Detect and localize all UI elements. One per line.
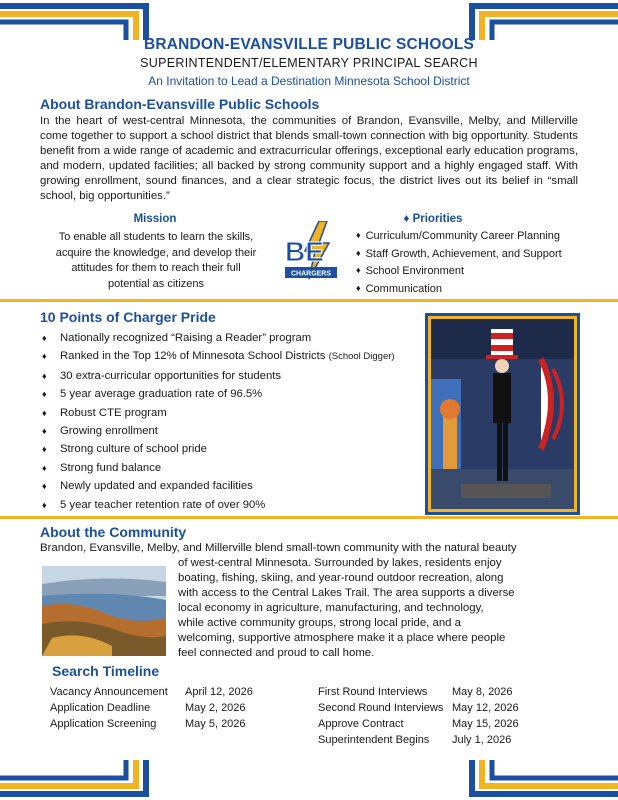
about-schools-body: In the heart of west-central Minnesota, the communities of Brandon, Evansville, Melby, and Millerville come together to support a school district that blends small-town connection with big opportunity. Students benefit from a wide range of academic and extracurricular offerings, exceptional early education programs, and modern, updated facilities; all backed by strong community support and a highly engaged staff. With growing enrollment, sound finances, and a clear strategic focus, the district lives out its belief in “small school, big opportunities.” bbox=[40, 115, 578, 202]
priority-item: ♦ Staff Growth, Achievement, and Support bbox=[356, 246, 562, 264]
lake-photo bbox=[42, 566, 166, 656]
document-subtitle: SUPERINTENDENT/ELEMENTARY PRINCIPAL SEARCH bbox=[140, 56, 478, 70]
timeline-row: First Round Interviews May 8, 2026 bbox=[318, 686, 513, 698]
priority-item: ♦ Curriculum/Community Career Planning bbox=[356, 228, 562, 246]
timeline-row: Approve Contract May 15, 2026 bbox=[318, 718, 519, 730]
pride-item: ♦ Strong culture of school pride bbox=[38, 440, 395, 458]
timeline-row: Second Round Interviews May 12, 2026 bbox=[318, 702, 519, 714]
pride-item: ♦ Robust CTE program bbox=[38, 404, 395, 422]
community-heading: About the Community bbox=[40, 524, 187, 540]
community-body: of west-central Minnesota. Surrounded by lakes, residents enjoy boating, fishing, skiing, and year-round outdoor recreation, along with access to the Central Lakes Trail. The area supports a diverse local economy in agriculture, manufacturing, and technology, while active community groups, strong local pride, and a welcoming, supportive atmosphere make it a place where people feel connected and proud to call home. bbox=[178, 557, 515, 659]
priority-item: ♦ School Environment bbox=[356, 263, 562, 281]
timeline-heading: Search Timeline bbox=[52, 663, 160, 679]
priorities-list bbox=[356, 228, 562, 298]
pride-heading: 10 Points of Charger Pride bbox=[40, 309, 216, 325]
pride-list bbox=[38, 329, 395, 514]
timeline-right-table bbox=[318, 684, 519, 748]
pride-item: ♦ Newly updated and expanded facilities bbox=[38, 477, 395, 495]
priorities-heading: ♦ Priorities bbox=[403, 213, 463, 225]
logo-letters: BE bbox=[285, 236, 324, 267]
section-divider bbox=[0, 299, 618, 302]
timeline-row: Vacancy Announcement April 12, 2026 bbox=[50, 686, 253, 698]
pride-item: ♦ Strong fund balance bbox=[38, 459, 395, 477]
document-tagline: An Invitation to Lead a Destination Minnesota School District bbox=[148, 74, 470, 88]
mission-body: To enable all students to learn the skills, acquire the knowledge, and develop their attitudes for them to reach their full potential as citizens bbox=[55, 231, 257, 290]
pride-item: ♦ Ranked in the Top 12% of Minnesota School Districts (School Digger) bbox=[38, 347, 395, 366]
logo-word: CHARGERS bbox=[290, 270, 332, 278]
pride-item: ♦ 30 extra-curricular opportunities for students bbox=[38, 367, 395, 385]
pride-item: ♦ 5 year teacher retention rate of over 90% bbox=[38, 496, 395, 514]
pride-item: ♦ 5 year average graduation rate of 96.5% bbox=[38, 385, 395, 403]
section-divider bbox=[0, 516, 618, 519]
about-schools-heading: About Brandon-Evansville Public Schools bbox=[40, 96, 320, 112]
priority-item: ♦ Communication bbox=[356, 281, 562, 299]
community-body-line: Brandon, Evansville, Melby, and Millerville blend small-town community with the natural beauty bbox=[40, 542, 517, 554]
cat-in-the-hat-photo bbox=[428, 316, 577, 512]
timeline-row: Application Screening May 5, 2026 bbox=[50, 718, 246, 730]
timeline-row: Superintendent Begins July 1, 2026 bbox=[318, 734, 512, 746]
timeline-left-table bbox=[50, 684, 253, 732]
mission-heading: Mission bbox=[133, 213, 177, 225]
chargers-logo bbox=[281, 221, 349, 285]
bottom-right-corner-frame bbox=[468, 740, 618, 800]
pride-item: ♦ Nationally recognized “Raising a Reader” program bbox=[38, 329, 395, 347]
pride-item: ♦ Growing enrollment bbox=[38, 422, 395, 440]
bottom-left-corner-frame bbox=[0, 740, 150, 800]
document-title: BRANDON-EVANSVILLE PUBLIC SCHOOLS bbox=[143, 36, 475, 53]
timeline-row: Application Deadline May 2, 2026 bbox=[50, 702, 246, 714]
